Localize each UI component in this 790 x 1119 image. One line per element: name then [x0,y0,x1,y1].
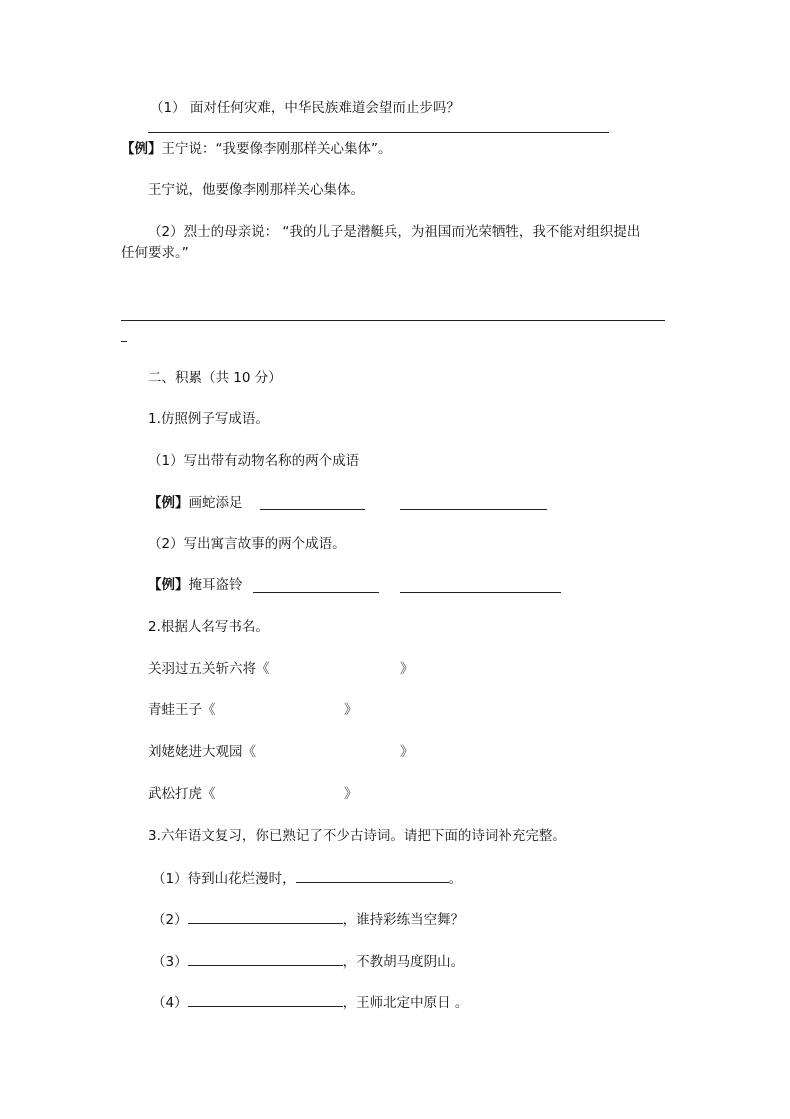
section-heading: 二、积累（共 10 分） [148,370,282,386]
idiom-blank-4[interactable] [400,592,561,593]
book-item-2: 青蛙王子《 [148,702,216,718]
poem-num: （4） [152,995,188,1011]
poem-blank-1[interactable] [296,868,449,883]
poem-item-2 [152,909,464,929]
q1-title: 1.仿照例子写成语。 [148,411,269,427]
q1-sub1: （1）写出带有动物名称的两个成语 [148,453,360,469]
question-1-text: （1） 面对任何灾难，中华民族难道会望而止步吗？ [150,100,460,116]
q3-title: 3.六年语文复习，你已熟记了不少古诗词。请把下面的诗词补充完整。 [148,828,566,844]
book-item-3: 刘姥姥进大观园《 [148,744,256,760]
idiom-blank-3[interactable] [253,592,379,593]
q1-ex1-label: 【例】 [148,495,189,511]
example-text: 王宁说：“我要像李刚那样关心集体”。 [161,141,392,157]
poem-after: 。 [448,871,463,887]
book-item-1: 关羽过五关斩六将《 [148,661,270,677]
book-item-4: 武松打虎《 [148,786,216,802]
q1-ex1-text: 画蛇添足 [188,495,243,511]
answer-line-1[interactable] [148,132,609,133]
q2-title: 2.根据人名写书名。 [148,619,269,635]
question-2-line2: 任何要求。” [121,245,189,261]
book-close-4: 》 [344,786,358,802]
poem-after: ，不教胡马度阴山。 [342,954,465,970]
q1-example-1 [148,494,243,512]
poem-num: （2） [152,912,188,928]
poem-num: （1） [152,871,188,887]
q1-ex2-label: 【例】 [148,577,189,593]
idiom-blank-2[interactable] [400,509,547,510]
poem-num: （3） [152,954,188,970]
poem-item-1 [152,868,462,888]
example-label: 【例】 [121,141,162,157]
poem-blank-3[interactable] [188,951,343,966]
q1-ex2-text: 掩耳盗铃 [188,577,243,593]
poem-before: 待到山花烂漫时， [187,871,296,887]
q1-example-2 [148,576,243,594]
idiom-blank-1[interactable] [260,509,365,510]
question-2-line1: （2）烈士的母亲说： “我的儿子是潜艇兵，为祖国而光荣牺牲，我不能对组织提出 [148,224,641,240]
example-answer: 王宁说，他要像李刚那样关心集体。 [148,182,364,198]
poem-after: ，谁持彩练当空舞？ [342,912,465,928]
book-close-1: 》 [400,661,414,677]
example-line [121,140,392,158]
poem-item-3 [152,951,464,971]
answer-line-2[interactable] [121,320,665,321]
book-close-2: 》 [344,702,358,718]
poem-after: ，王师北定中原日 。 [342,995,469,1011]
poem-item-4 [152,992,468,1012]
answer-line-2-tail [121,341,127,342]
q1-sub2: （2）写出寓言故事的两个成语。 [148,536,346,552]
poem-blank-2[interactable] [188,909,343,924]
poem-blank-4[interactable] [188,992,343,1007]
book-close-3: 》 [400,744,414,760]
